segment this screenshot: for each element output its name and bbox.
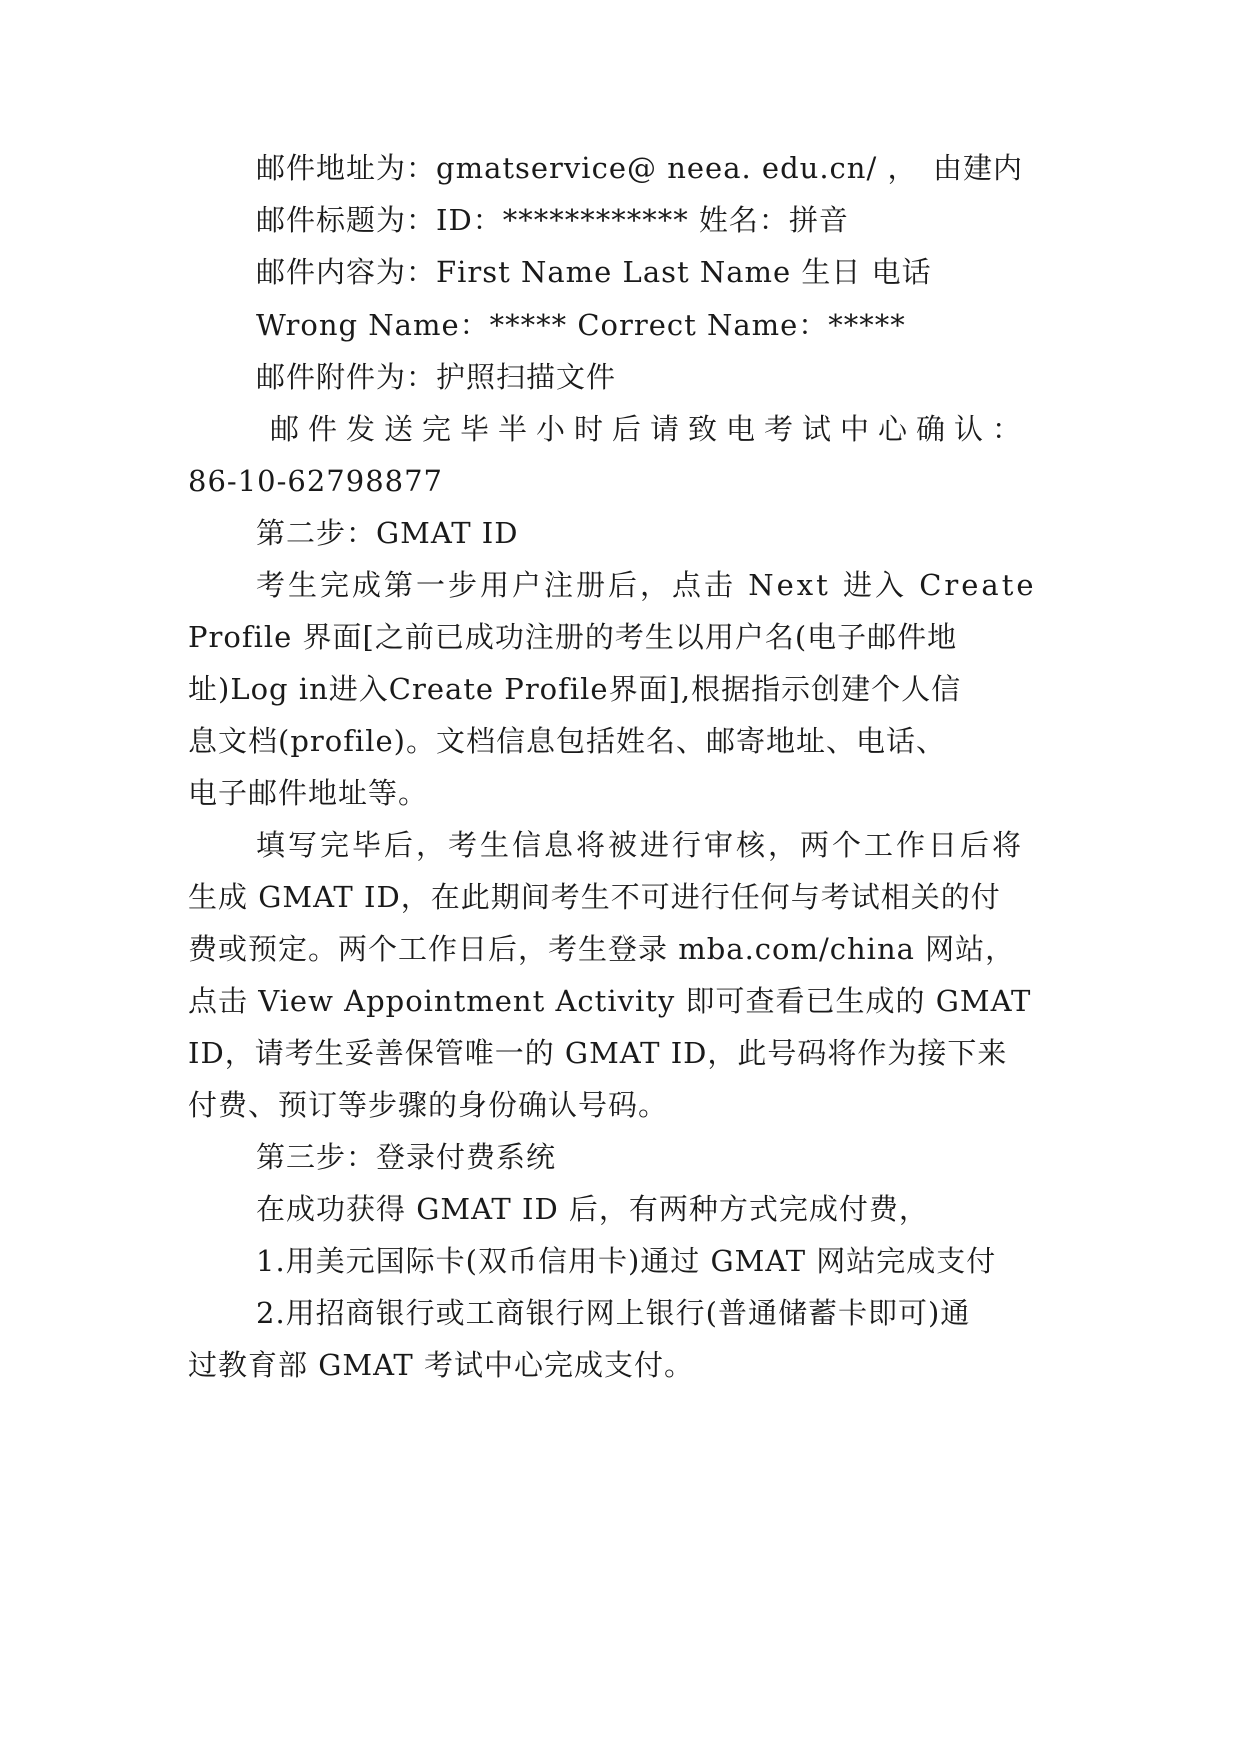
email-names-line: Wrong Name：***** Correct Name：***** [256,308,906,342]
step2-para1-line: 电子邮件地址等。 [188,776,429,810]
email-address-line: 邮件地址为：gmatservice@ neea. edu.cn/ ， 由建内 [256,151,1023,185]
step2-para2-line: 费或预定。两个工作日后，考生登录 mba.com/china 网站， [188,932,1016,966]
step2-para2-line: 填写完毕后，考生信息将被进行审核，两个工作日后将 [256,828,1025,862]
step2-para1-line: Profile 界面[之前已成功注册的考生以用户名(电子邮件地 [188,620,958,654]
step3-heading: 第三步：登录付费系统 [256,1140,557,1174]
step3-intro: 在成功获得 GMAT ID 后，有两种方式完成付费， [256,1192,929,1226]
step2-para2-line: 生成 GMAT ID，在此期间考生不可进行任何与考试相关的付 [188,880,1001,914]
confirm-call-line: 邮件发送完毕半小时后请致电考试中心确认： [270,412,1031,446]
payment-option-1: 1.用美元国际卡(双币信用卡)通过 GMAT 网站完成支付 [256,1244,997,1278]
confirm-phone-number: 86-10-62798877 [188,464,444,498]
step2-para1-line: 址)Log in进入Create Profile界面],根据指示创建个人信 [188,672,962,706]
step2-para2-line: 付费、预订等步骤的身份确认号码。 [188,1088,669,1122]
payment-option-2-line: 过教育部 GMAT 考试中心完成支付。 [188,1348,694,1382]
email-subject-line: 邮件标题为：ID：************ 姓名：拼音 [256,203,849,237]
step2-para2-line: 点击 View Appointment Activity 即可查看已生成的 GMAT [188,984,1032,1018]
step2-heading: 第二步：GMAT ID [256,516,519,550]
step2-para2-line: ID，请考生妥善保管唯一的 GMAT ID，此号码将作为接下来 [188,1036,1008,1070]
payment-option-2-line: 2.用招商银行或工商银行网上银行(普通储蓄卡即可)通 [256,1296,971,1330]
step2-para1-line: 息文档(profile)。文档信息包括姓名、邮寄地址、电话、 [188,724,946,758]
email-attachment-line: 邮件附件为：护照扫描文件 [256,360,617,394]
email-content-line: 邮件内容为：First Name Last Name 生日 电话 [256,255,932,289]
step2-para1-line: 考生完成第一步用户注册后，点击 Next 进入 Create [256,568,1037,602]
